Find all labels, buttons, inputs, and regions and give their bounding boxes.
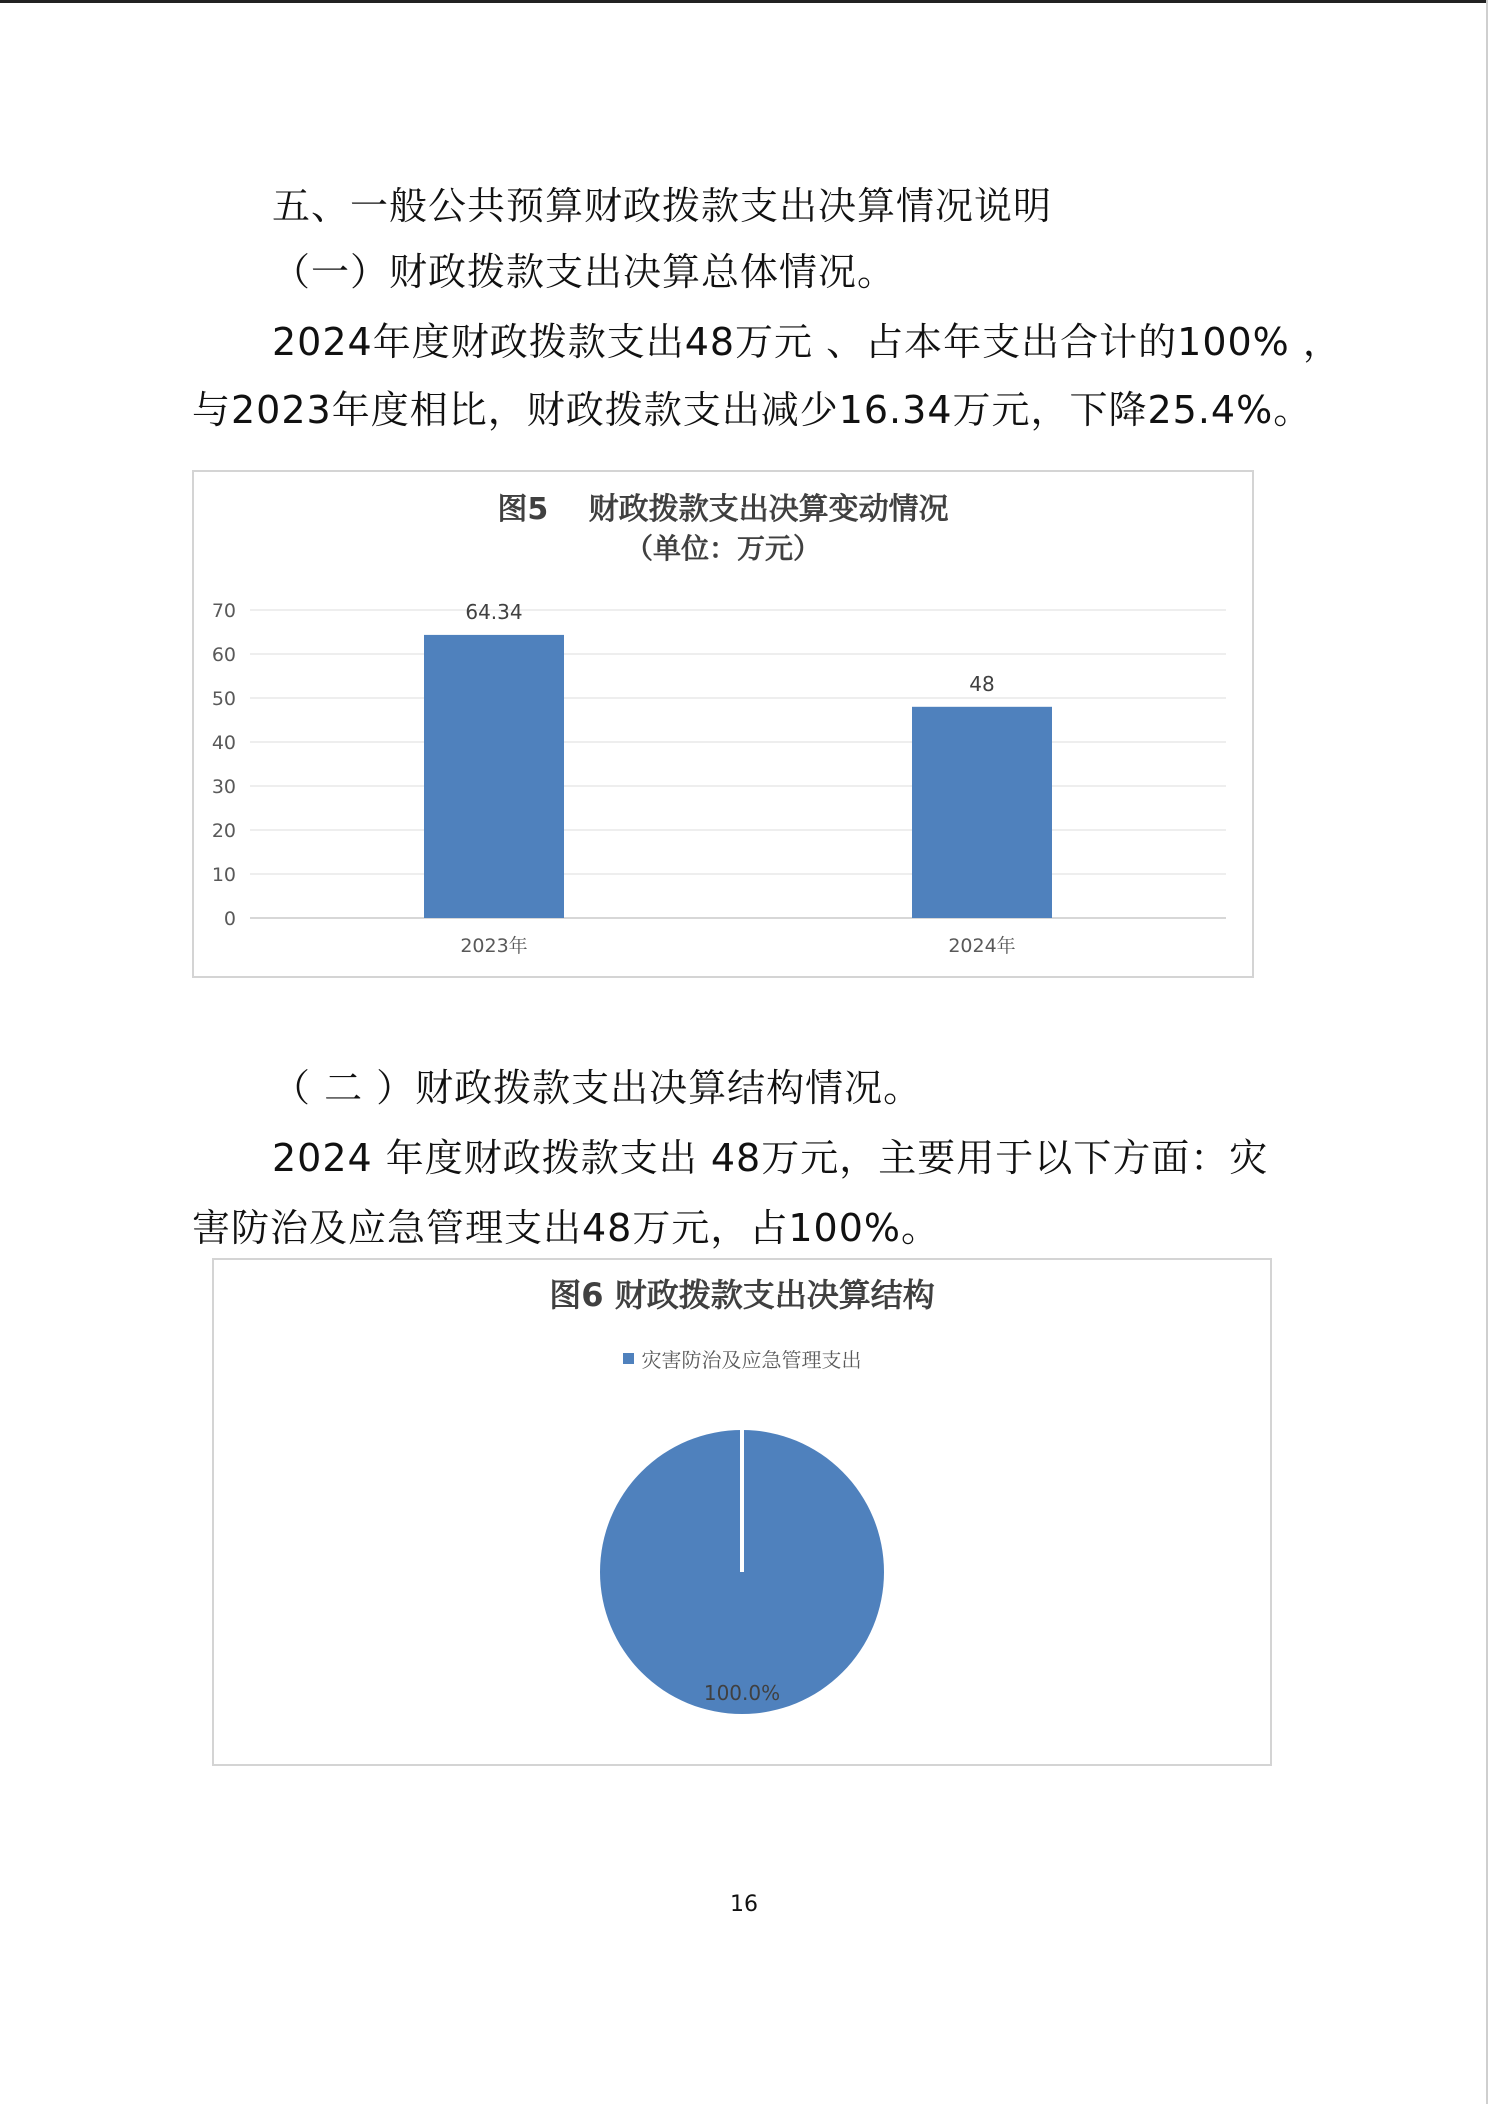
subsection-1-heading: （一）财政拨款支出决算总体情况。 [272, 250, 897, 294]
y-tick-label: 60 [211, 644, 236, 666]
subsection-2-heading: （ 二 ）财政拨款支出决算结构情况。 [272, 1066, 923, 1110]
bar-chart-title: 图5 财政拨款支出决算变动情况 [497, 492, 949, 527]
x-tick-label: 2024年 [948, 935, 1016, 957]
pie-chart-panel [212, 1258, 1272, 1766]
y-tick-label: 30 [211, 776, 236, 798]
y-tick-label: 40 [211, 732, 236, 754]
x-tick-label: 2023年 [460, 935, 528, 957]
y-tick-label: 70 [211, 600, 236, 622]
bar [424, 635, 564, 918]
pie-chart-title: 图6 财政拨款支出决算结构 [549, 1276, 935, 1314]
section-heading: 五、一般公共预算财政拨款支出决算情况说明 [272, 184, 1053, 228]
bar-data-label: 64.34 [465, 599, 523, 624]
y-tick-label: 20 [211, 820, 236, 842]
pie-data-label: 100.0% [703, 1681, 781, 1705]
y-tick-label: 10 [211, 864, 236, 886]
paragraph-1-line-1: 2024年度财政拨款支出48万元 、占本年支出合计的100% ， [272, 320, 1342, 364]
bar-chart-panel [192, 470, 1254, 978]
paragraph-2-line-2: 害防治及应急管理支出48万元，占100%。 [192, 1206, 940, 1250]
y-tick-label: 0 [223, 908, 236, 930]
bar-chart-svg [194, 472, 1252, 976]
paragraph-1-line-2: 与2023年度相比，财政拨款支出减少16.34万元，下降25.4%。 [192, 388, 1313, 432]
bar-data-label: 48 [969, 671, 995, 696]
page-top-border [0, 0, 1488, 3]
paragraph-2-line-1: 2024 年度财政拨款支出 48万元，主要用于以下方面：灾 [272, 1136, 1269, 1180]
page-number: 16 [730, 1892, 758, 1917]
bar [912, 707, 1052, 918]
y-tick-label: 50 [211, 688, 236, 710]
pie-chart-svg [214, 1260, 1270, 1764]
bar-chart-subtitle: （单位：万元） [624, 532, 821, 565]
legend-label: 灾害防治及应急管理支出 [641, 1348, 862, 1372]
